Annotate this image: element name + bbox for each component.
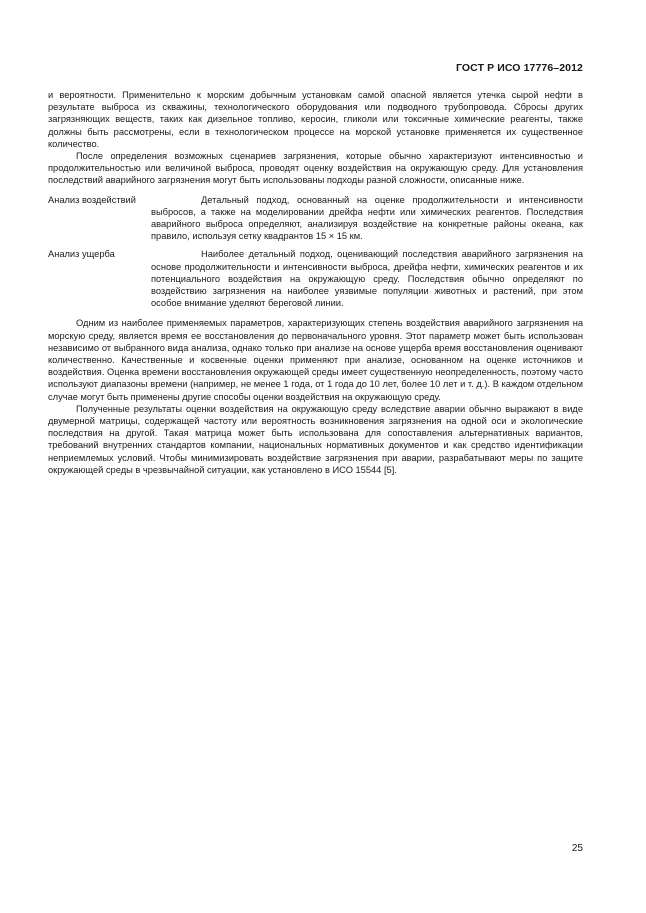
definition-term: Анализ ущерба xyxy=(48,249,115,260)
paragraph-oil-spill-sources: и вероятности. Применительно к морским добычным установкам самой опасной является утечка сырой нефти в результате выброса из скважины, технологического оборудования или подводного трубопровода. Сбросы других загрязняющих веществ, таких как дизельное топливо, керосин, гликоли или токсичные химические реагенты, также должны быть рассмотрены, если в технологическом процессе на морской установке применяется их существенное количество. xyxy=(48,90,583,149)
paragraph-recovery-time: Одним из наиболее применяемых параметров, характеризующих степень воздействия аварийного загрязнения на морскую среду, является время ее восстановления до первоначального уровня. Этот параметр может быть использован независимо от выбранного вида анализа, однако только при анализе на основе ущерба время восстановления оценивают количественно. Качественные и косвенные оценки применяют при анализе, основанном на оценке источников и воздействия. Оценка времени восстановления окружающей среды имеет существенную неопределенность, поэтому часто используют диапазоны времени (например, не менее 1 года, от 1 года до 10 лет, более 10 лет и т. д.). В каждом отдельном случае могут быть применены другие способы оценки воздействия на окружающую среду. xyxy=(48,318,583,402)
definition-damage-analysis xyxy=(48,248,583,309)
document-body xyxy=(48,89,583,476)
paragraph-risk-matrix: Полученные результаты оценки воздействия на окружающую среду вследствие аварии обычно выражают в виде двумерной матрицы, содержащей частоту или вероятность возникновения загрязнения на одной оси и экологические последствия на другой. Такая матрица может быть использована для сопоставления альтернативных вариантов, требований внутренних стандартов компании, национальных нормативных документов и как средство идентификации неприемлемых условий. Чтобы минимизировать воздействие загрязнения при аварии, разрабатывают меры по защите окружающей среды в чрезвычайной ситуации, как установлено в ИСО 15544 [5]. xyxy=(48,403,583,475)
page-number: 25 xyxy=(571,843,583,854)
definition-impact-analysis xyxy=(48,194,583,243)
paragraph-impact-assessment-intro: После определения возможных сценариев загрязнения, которые обычно характеризуют интенсивностью и продолжительностью или величиной выброса, проводят оценку воздействия на окружающую среду. Для установления последствий аварийного загрязнения могут быть использованы подходы разной сложности, описанные ниже. xyxy=(48,151,583,186)
definition-text: Наиболее детальный подход, оценивающий последствия аварийного загрязнения на основе продолжительности и интенсивности выброса, дрейфа нефти, химических реагентов и их потенциального воздействия на окружающую среду. Последствия обычно определяют по воздействию загрязнения на наиболее уязвимые популяции животных и растений, при этом особое внимание уделяют береговой линии. xyxy=(151,249,583,309)
document-standard-header: ГОСТ Р ИСО 17776–2012 xyxy=(455,62,583,74)
definition-term: Анализ воздействий xyxy=(48,194,136,205)
definition-text: Детальный подход, основанный на оценке продолжительности и интенсивности выбросов, а также на моделировании дрейфа нефти или химических реагентов. Последствия аварийного выброса определяют, анализируя воздействие на конкретные районы океана, как правило, используя сетку квадрантов 15 × 15 км. xyxy=(151,194,583,242)
